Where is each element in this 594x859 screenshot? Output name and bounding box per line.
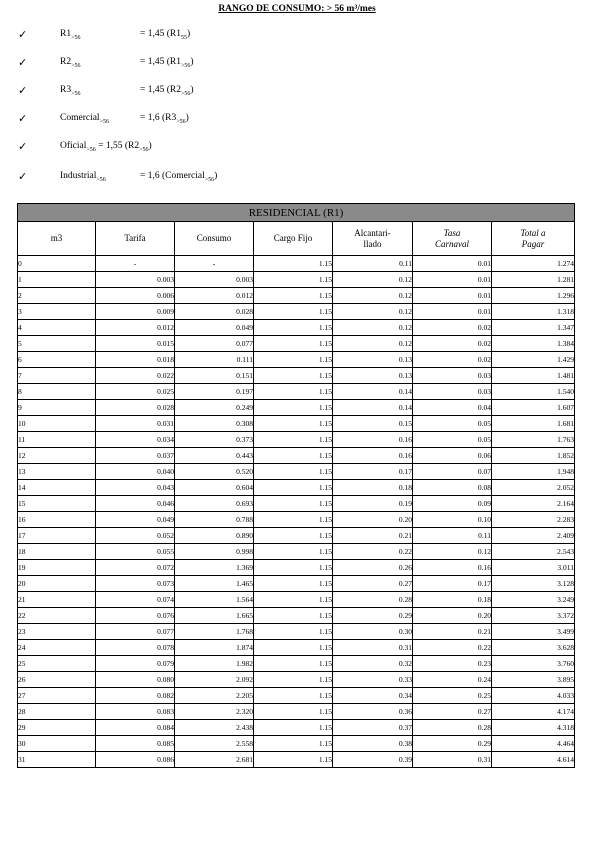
cell-cargo-fijo: 1.15 (254, 656, 333, 672)
table-row (18, 352, 575, 368)
cell-alcantarillado: 0.34 (333, 688, 413, 704)
cell-total: 2.409 (492, 528, 575, 544)
cell-m3: 24 (18, 640, 96, 656)
cell-cargo-fijo: 1.15 (254, 592, 333, 608)
cell-tarifa: 0.025 (96, 384, 175, 400)
cell-consumo: 0.788 (175, 512, 254, 528)
cell-m3: 31 (18, 752, 96, 768)
cell-tasa-carnaval: 0.24 (413, 672, 492, 688)
cell-total: 1.763 (492, 432, 575, 448)
table-row (18, 320, 575, 336)
cell-tarifa: 0.012 (96, 320, 175, 336)
cell-tasa-carnaval: 0.20 (413, 608, 492, 624)
cell-alcantarillado: 0.22 (333, 544, 413, 560)
table-row (18, 256, 575, 272)
table-row (18, 384, 575, 400)
table-row (18, 400, 575, 416)
rule-formula: = 1,6 (Comercial$_{>56}$) (140, 171, 218, 183)
cell-alcantarillado: 0.15 (333, 416, 413, 432)
cell-consumo: 0.308 (175, 416, 254, 432)
cell-cargo-fijo: 1.15 (254, 480, 333, 496)
cell-tarifa: 0.078 (96, 640, 175, 656)
cell-tarifa: 0.043 (96, 480, 175, 496)
cell-tarifa: 0.077 (96, 624, 175, 640)
cell-cargo-fijo: 1.15 (254, 624, 333, 640)
rule-formula: = 1,45 $(R1_{>56})$ (140, 57, 194, 69)
cell-consumo: 0.012 (175, 288, 254, 304)
cell-tarifa: 0.046 (96, 496, 175, 512)
cell-consumo: 1.665 (175, 608, 254, 624)
rule-item (0, 82, 594, 102)
cell-tasa-carnaval: 0.21 (413, 624, 492, 640)
column-header-total-a-pagar: Total a Pagar (492, 222, 575, 256)
cell-m3: 2 (18, 288, 96, 304)
cell-total: 1.607 (492, 400, 575, 416)
cell-m3: 19 (18, 560, 96, 576)
cell-alcantarillado: 0.29 (333, 608, 413, 624)
cell-tasa-carnaval: 0.16 (413, 560, 492, 576)
cell-tasa-carnaval: 0.05 (413, 416, 492, 432)
cell-tasa-carnaval: 0.06 (413, 448, 492, 464)
cell-tasa-carnaval: 0.27 (413, 704, 492, 720)
cell-consumo: 0.520 (175, 464, 254, 480)
rule-formula: = 1,45 $(R1_{55})$ (140, 29, 191, 41)
cell-tasa-carnaval: 0.09 (413, 496, 492, 512)
cell-total: 3.372 (492, 608, 575, 624)
cell-consumo: 2.320 (175, 704, 254, 720)
check-icon: ✓ (18, 57, 28, 69)
cell-m3: 29 (18, 720, 96, 736)
cell-tasa-carnaval: 0.25 (413, 688, 492, 704)
cell-tasa-carnaval: 0.28 (413, 720, 492, 736)
cell-consumo: 0.049 (175, 320, 254, 336)
cell-m3: 1 (18, 272, 96, 288)
table-row (18, 592, 575, 608)
cell-consumo: 0.197 (175, 384, 254, 400)
check-icon: ✓ (18, 85, 28, 97)
cell-total: 4.033 (492, 688, 575, 704)
cell-tasa-carnaval: 0.04 (413, 400, 492, 416)
table-row (18, 464, 575, 480)
cell-total: 1.384 (492, 336, 575, 352)
cell-total: 1.540 (492, 384, 575, 400)
cell-consumo: 2.681 (175, 752, 254, 768)
cell-alcantarillado: 0.12 (333, 288, 413, 304)
cell-m3: 22 (18, 608, 96, 624)
check-icon: ✓ (18, 171, 28, 183)
cell-cargo-fijo: 1.15 (254, 464, 333, 480)
cell-tasa-carnaval: 0.01 (413, 256, 492, 272)
table-row (18, 512, 575, 528)
cell-m3: 30 (18, 736, 96, 752)
cell-m3: 9 (18, 400, 96, 416)
table-row (18, 560, 575, 576)
cell-consumo: 0.890 (175, 528, 254, 544)
cell-tarifa: 0.085 (96, 736, 175, 752)
cell-alcantarillado: 0.13 (333, 352, 413, 368)
cell-m3: 26 (18, 672, 96, 688)
cell-tarifa: 0.028 (96, 400, 175, 416)
cell-tarifa: 0.022 (96, 368, 175, 384)
cell-alcantarillado: 0.12 (333, 272, 413, 288)
cell-tasa-carnaval: 0.23 (413, 656, 492, 672)
cell-tasa-carnaval: 0.11 (413, 528, 492, 544)
rule-item (0, 26, 594, 46)
cell-total: 2.164 (492, 496, 575, 512)
cell-m3: 28 (18, 704, 96, 720)
cell-tarifa: 0.084 (96, 720, 175, 736)
cell-tarifa: 0.049 (96, 512, 175, 528)
cell-cargo-fijo: 1.15 (254, 720, 333, 736)
table-row (18, 272, 575, 288)
rule-name: $R1_{>56}$ (60, 29, 81, 41)
column-header-cargo-fijo: Cargo Fijo (254, 222, 333, 256)
cell-tasa-carnaval: 0.01 (413, 272, 492, 288)
rule-formula: = 1,45 $(R2_{>56})$ (140, 85, 194, 97)
cell-tarifa: 0.040 (96, 464, 175, 480)
table-row (18, 544, 575, 560)
cell-total: 1.296 (492, 288, 575, 304)
rule-name: $R3_{>56}$ (60, 85, 81, 97)
cell-consumo: 0.111 (175, 352, 254, 368)
cell-tasa-carnaval: 0.03 (413, 384, 492, 400)
rule-formula: Oficial$_{>56}$ = 1,55 $(R2_{>56})$ (60, 141, 152, 153)
cell-tasa-carnaval: 0.01 (413, 288, 492, 304)
cell-alcantarillado: 0.26 (333, 560, 413, 576)
cell-tasa-carnaval: 0.02 (413, 352, 492, 368)
cell-alcantarillado: 0.12 (333, 336, 413, 352)
cell-tarifa: 0.018 (96, 352, 175, 368)
cell-tasa-carnaval: 0.08 (413, 480, 492, 496)
cell-cargo-fijo: 1.15 (254, 512, 333, 528)
table-row (18, 624, 575, 640)
cell-tarifa: 0.086 (96, 752, 175, 768)
cell-alcantarillado: 0.27 (333, 576, 413, 592)
cell-m3: 5 (18, 336, 96, 352)
column-header-tasa-carnaval: Tasa Carnaval (413, 222, 492, 256)
cell-tarifa: 0.074 (96, 592, 175, 608)
cell-tarifa: 0.015 (96, 336, 175, 352)
cell-tasa-carnaval: 0.17 (413, 576, 492, 592)
cell-cargo-fijo: 1.15 (254, 736, 333, 752)
cell-consumo: 0.028 (175, 304, 254, 320)
column-header-m3: m3 (18, 222, 96, 256)
cell-cargo-fijo: 1.15 (254, 432, 333, 448)
cell-tasa-carnaval: 0.31 (413, 752, 492, 768)
column-header-alcantarillado: Alcantari- llado (333, 222, 413, 256)
table-row (18, 448, 575, 464)
cell-tarifa: 0.031 (96, 416, 175, 432)
cell-consumo: 2.438 (175, 720, 254, 736)
table-row (18, 608, 575, 624)
cell-consumo: 0.604 (175, 480, 254, 496)
cell-alcantarillado: 0.14 (333, 400, 413, 416)
cell-tasa-carnaval: 0.05 (413, 432, 492, 448)
cell-consumo: 1.465 (175, 576, 254, 592)
cell-cargo-fijo: 1.15 (254, 576, 333, 592)
cell-tasa-carnaval: 0.12 (413, 544, 492, 560)
cell-cargo-fijo: 1.15 (254, 448, 333, 464)
cell-m3: 13 (18, 464, 96, 480)
cell-consumo: 1.369 (175, 560, 254, 576)
cell-alcantarillado: 0.28 (333, 592, 413, 608)
cell-tarifa: 0.009 (96, 304, 175, 320)
cell-tarifa: 0.055 (96, 544, 175, 560)
cell-m3: 21 (18, 592, 96, 608)
cell-alcantarillado: 0.20 (333, 512, 413, 528)
cell-total: 1.274 (492, 256, 575, 272)
cell-alcantarillado: 0.31 (333, 640, 413, 656)
cell-tarifa: 0.037 (96, 448, 175, 464)
cell-total: 1.429 (492, 352, 575, 368)
cell-tarifa: 0.076 (96, 608, 175, 624)
cell-alcantarillado: 0.13 (333, 368, 413, 384)
cell-m3: 20 (18, 576, 96, 592)
cell-cargo-fijo: 1.15 (254, 688, 333, 704)
check-icon: ✓ (18, 141, 28, 153)
cell-total: 1.852 (492, 448, 575, 464)
cell-consumo: 0.998 (175, 544, 254, 560)
rule-formula: = 1,6 $(R3_{>56})$ (140, 113, 189, 125)
cell-alcantarillado: 0.38 (333, 736, 413, 752)
cell-tasa-carnaval: 0.18 (413, 592, 492, 608)
column-header-consumo: Consumo (175, 222, 254, 256)
cell-tasa-carnaval: 0.29 (413, 736, 492, 752)
cell-m3: 17 (18, 528, 96, 544)
cell-tarifa: 0.034 (96, 432, 175, 448)
table-row (18, 576, 575, 592)
cell-alcantarillado: 0.11 (333, 256, 413, 272)
table-row (18, 752, 575, 768)
cell-alcantarillado: 0.32 (333, 656, 413, 672)
table-row (18, 720, 575, 736)
cell-cargo-fijo: 1.15 (254, 560, 333, 576)
cell-total: 1.347 (492, 320, 575, 336)
cell-cargo-fijo: 1.15 (254, 320, 333, 336)
cell-total: 4.464 (492, 736, 575, 752)
rule-item (0, 110, 594, 130)
column-header-tarifa: Tarifa (96, 222, 175, 256)
cell-consumo: 0.077 (175, 336, 254, 352)
cell-m3: 4 (18, 320, 96, 336)
cell-cargo-fijo: 1.15 (254, 272, 333, 288)
rule-item (0, 138, 594, 158)
cell-alcantarillado: 0.16 (333, 448, 413, 464)
cell-consumo: 2.558 (175, 736, 254, 752)
cell-total: 1.318 (492, 304, 575, 320)
residential-tariff-table (17, 203, 575, 768)
cell-cargo-fijo: 1.15 (254, 336, 333, 352)
cell-consumo: 0.249 (175, 400, 254, 416)
table-row (18, 288, 575, 304)
cell-cargo-fijo: 1.15 (254, 496, 333, 512)
cell-tarifa: 0.072 (96, 560, 175, 576)
cell-consumo: 1.874 (175, 640, 254, 656)
table-row (18, 672, 575, 688)
cell-tasa-carnaval: 0.22 (413, 640, 492, 656)
cell-consumo: 2.092 (175, 672, 254, 688)
table-row (18, 416, 575, 432)
cell-consumo: 0.373 (175, 432, 254, 448)
rule-item (0, 54, 594, 74)
cell-tarifa: 0.079 (96, 656, 175, 672)
table-row (18, 480, 575, 496)
cell-total: 1.281 (492, 272, 575, 288)
page-title: RANGO DE CONSUMO: > 56 m³/mes (218, 4, 376, 14)
cell-alcantarillado: 0.17 (333, 464, 413, 480)
cell-cargo-fijo: 1.15 (254, 752, 333, 768)
cell-cargo-fijo: 1.15 (254, 544, 333, 560)
cell-alcantarillado: 0.18 (333, 480, 413, 496)
cell-cargo-fijo: 1.15 (254, 368, 333, 384)
cell-total: 1.681 (492, 416, 575, 432)
table-row (18, 736, 575, 752)
cell-total: 1.948 (492, 464, 575, 480)
cell-consumo: 1.768 (175, 624, 254, 640)
cell-total: 3.499 (492, 624, 575, 640)
table-row (18, 528, 575, 544)
cell-cargo-fijo: 1.15 (254, 528, 333, 544)
table-row (18, 704, 575, 720)
cell-m3: 18 (18, 544, 96, 560)
cell-m3: 16 (18, 512, 96, 528)
cell-total: 4.614 (492, 752, 575, 768)
cell-consumo: - (175, 256, 254, 272)
cell-tasa-carnaval: 0.01 (413, 304, 492, 320)
cell-total: 3.249 (492, 592, 575, 608)
cell-cargo-fijo: 1.15 (254, 704, 333, 720)
cell-cargo-fijo: 1.15 (254, 608, 333, 624)
table-row (18, 304, 575, 320)
cell-total: 3.128 (492, 576, 575, 592)
cell-total: 2.052 (492, 480, 575, 496)
cell-tarifa: 0.080 (96, 672, 175, 688)
cell-tarifa: 0.052 (96, 528, 175, 544)
table-row (18, 496, 575, 512)
cell-tasa-carnaval: 0.03 (413, 368, 492, 384)
cell-consumo: 0.151 (175, 368, 254, 384)
cell-tarifa: 0.006 (96, 288, 175, 304)
cell-alcantarillado: 0.12 (333, 320, 413, 336)
cell-consumo: 1.564 (175, 592, 254, 608)
cell-cargo-fijo: 1.15 (254, 288, 333, 304)
cell-consumo: 1.982 (175, 656, 254, 672)
cell-total: 2.543 (492, 544, 575, 560)
cell-tasa-carnaval: 0.07 (413, 464, 492, 480)
cell-tarifa: - (96, 256, 175, 272)
cell-cargo-fijo: 1.15 (254, 304, 333, 320)
cell-m3: 27 (18, 688, 96, 704)
cell-total: 4.174 (492, 704, 575, 720)
cell-alcantarillado: 0.16 (333, 432, 413, 448)
cell-alcantarillado: 0.37 (333, 720, 413, 736)
cell-alcantarillado: 0.14 (333, 384, 413, 400)
cell-m3: 14 (18, 480, 96, 496)
cell-m3: 7 (18, 368, 96, 384)
check-icon: ✓ (18, 29, 28, 41)
cell-cargo-fijo: 1.15 (254, 352, 333, 368)
cell-alcantarillado: 0.39 (333, 752, 413, 768)
table-row (18, 368, 575, 384)
rule-name: Comercial$_{>56}$ (60, 113, 109, 125)
cell-total: 3.628 (492, 640, 575, 656)
table-row (18, 432, 575, 448)
cell-cargo-fijo: 1.15 (254, 256, 333, 272)
cell-m3: 15 (18, 496, 96, 512)
cell-tasa-carnaval: 0.02 (413, 336, 492, 352)
table-row (18, 688, 575, 704)
table-caption: RESIDENCIAL (R1) (18, 204, 575, 222)
cell-m3: 25 (18, 656, 96, 672)
cell-consumo: 0.693 (175, 496, 254, 512)
cell-alcantarillado: 0.12 (333, 304, 413, 320)
cell-alcantarillado: 0.19 (333, 496, 413, 512)
cell-tarifa: 0.073 (96, 576, 175, 592)
cell-total: 2.283 (492, 512, 575, 528)
cell-cargo-fijo: 1.15 (254, 384, 333, 400)
table-row (18, 640, 575, 656)
cell-alcantarillado: 0.36 (333, 704, 413, 720)
cell-cargo-fijo: 1.15 (254, 400, 333, 416)
check-icon: ✓ (18, 113, 28, 125)
cell-cargo-fijo: 1.15 (254, 640, 333, 656)
cell-m3: 6 (18, 352, 96, 368)
rule-item (0, 168, 594, 188)
cell-m3: 11 (18, 432, 96, 448)
table-row (18, 656, 575, 672)
cell-alcantarillado: 0.30 (333, 624, 413, 640)
cell-tarifa: 0.082 (96, 688, 175, 704)
cell-cargo-fijo: 1.15 (254, 672, 333, 688)
cell-tasa-carnaval: 0.02 (413, 320, 492, 336)
cell-total: 3.011 (492, 560, 575, 576)
table-row (18, 336, 575, 352)
cell-tarifa: 0.083 (96, 704, 175, 720)
cell-consumo: 2.205 (175, 688, 254, 704)
rule-name: Industrial$_{>56}$ (60, 171, 106, 183)
cell-total: 1.481 (492, 368, 575, 384)
cell-m3: 3 (18, 304, 96, 320)
cell-alcantarillado: 0.21 (333, 528, 413, 544)
cell-m3: 0 (18, 256, 96, 272)
cell-m3: 23 (18, 624, 96, 640)
cell-consumo: 0.003 (175, 272, 254, 288)
cell-consumo: 0.443 (175, 448, 254, 464)
cell-m3: 12 (18, 448, 96, 464)
cell-total: 3.760 (492, 656, 575, 672)
rule-name: $R2_{>56}$ (60, 57, 81, 69)
cell-alcantarillado: 0.33 (333, 672, 413, 688)
cell-m3: 10 (18, 416, 96, 432)
cell-tarifa: 0.003 (96, 272, 175, 288)
cell-tasa-carnaval: 0.10 (413, 512, 492, 528)
cell-total: 4.318 (492, 720, 575, 736)
cell-cargo-fijo: 1.15 (254, 416, 333, 432)
cell-m3: 8 (18, 384, 96, 400)
cell-total: 3.895 (492, 672, 575, 688)
